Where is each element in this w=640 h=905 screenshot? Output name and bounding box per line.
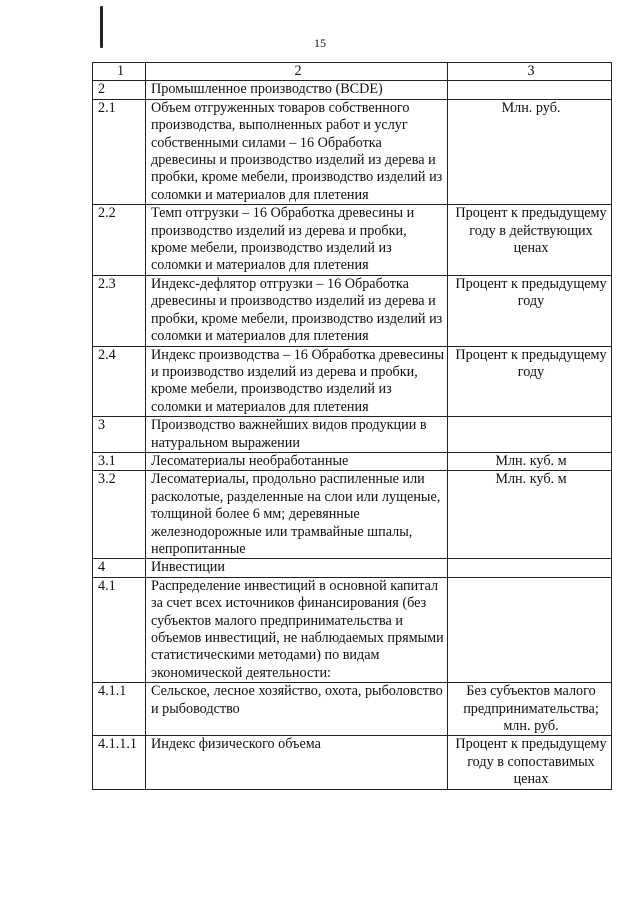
row-number: 4.1 — [93, 577, 146, 682]
table-row — [93, 736, 612, 789]
row-indicator: Распределение инвестиций в основной капитал за счет всех источников финансирования (без субъектов малого предпринимательства и объемов инвестиций, не наблюдаемых прямыми статистическими методами) по видам экономической деятельности: — [146, 577, 448, 682]
indicators-table — [92, 62, 612, 790]
row-number: 4 — [93, 559, 146, 577]
row-number: 3.2 — [93, 471, 146, 559]
row-indicator: Индекс-дефлятор отгрузки – 16 Обработка древесины и производство изделий из дерева и пробки, кроме мебели, производство изделий из соломки и материалов для плетения — [146, 275, 448, 346]
table-row — [93, 452, 612, 470]
row-number: 2 — [93, 81, 146, 99]
table-row — [93, 683, 612, 736]
table-row — [93, 81, 612, 99]
row-number: 2.1 — [93, 99, 146, 204]
header-col-1: 1 — [93, 63, 146, 81]
header-col-3: 3 — [448, 63, 612, 81]
row-number: 3 — [93, 417, 146, 453]
row-unit: Процент к предыдущему году — [448, 346, 612, 417]
table-row — [93, 99, 612, 204]
row-unit — [448, 577, 612, 682]
row-unit — [448, 559, 612, 577]
row-number: 2.2 — [93, 205, 146, 276]
row-unit: Процент к предыдущему году в сопоставимых ценах — [448, 736, 612, 789]
table-row — [93, 417, 612, 453]
header-col-2: 2 — [146, 63, 448, 81]
table-row — [93, 275, 612, 346]
row-number: 4.1.1 — [93, 683, 146, 736]
table-row — [93, 346, 612, 417]
row-indicator: Индекс производства – 16 Обработка древесины и производство изделий из дерева и пробки, кроме мебели, производство изделий из соломки и материалов для плетения — [146, 346, 448, 417]
table-row — [93, 559, 612, 577]
row-unit: Млн. куб. м — [448, 452, 612, 470]
row-indicator: Лесоматериалы, продольно распиленные или расколотые, разделенные на слои или лущеные, толщиной более 6 мм; деревянные железнодорожные или трамвайные шпалы, непропитанные — [146, 471, 448, 559]
row-indicator: Промышленное производство (BCDE) — [146, 81, 448, 99]
row-unit — [448, 417, 612, 453]
row-indicator: Темп отгрузки – 16 Обработка древесины и производство изделий из дерева и пробки, кроме мебели, производство изделий из соломки и материалов для плетения — [146, 205, 448, 276]
row-indicator: Объем отгруженных товаров собственного производства, выполненных работ и услуг собственными силами – 16 Обработка древесины и производство изделий из дерева и пробки, кроме мебели, производство изделий из соломки и материалов для плетения — [146, 99, 448, 204]
row-indicator: Инвестиции — [146, 559, 448, 577]
page-number: 15 — [314, 36, 326, 50]
table-row — [93, 205, 612, 276]
row-number: 2.4 — [93, 346, 146, 417]
row-number: 3.1 — [93, 452, 146, 470]
row-unit: Млн. руб. — [448, 99, 612, 204]
row-unit: Процент к предыдущему году — [448, 275, 612, 346]
row-unit: Млн. куб. м — [448, 471, 612, 559]
row-unit: Без субъектов малого предпринимательства; млн. руб. — [448, 683, 612, 736]
row-indicator: Производство важнейших видов продукции в натуральном выражении — [146, 417, 448, 453]
row-indicator: Индекс физического объема — [146, 736, 448, 789]
row-unit: Процент к предыдущему году в действующих ценах — [448, 205, 612, 276]
row-number: 2.3 — [93, 275, 146, 346]
row-unit — [448, 81, 612, 99]
table-row — [93, 577, 612, 682]
table-header-row — [93, 63, 612, 81]
row-number: 4.1.1.1 — [93, 736, 146, 789]
row-indicator: Сельское, лесное хозяйство, охота, рыболовство и рыбоводство — [146, 683, 448, 736]
table-row — [93, 471, 612, 559]
row-indicator: Лесоматериалы необработанные — [146, 452, 448, 470]
